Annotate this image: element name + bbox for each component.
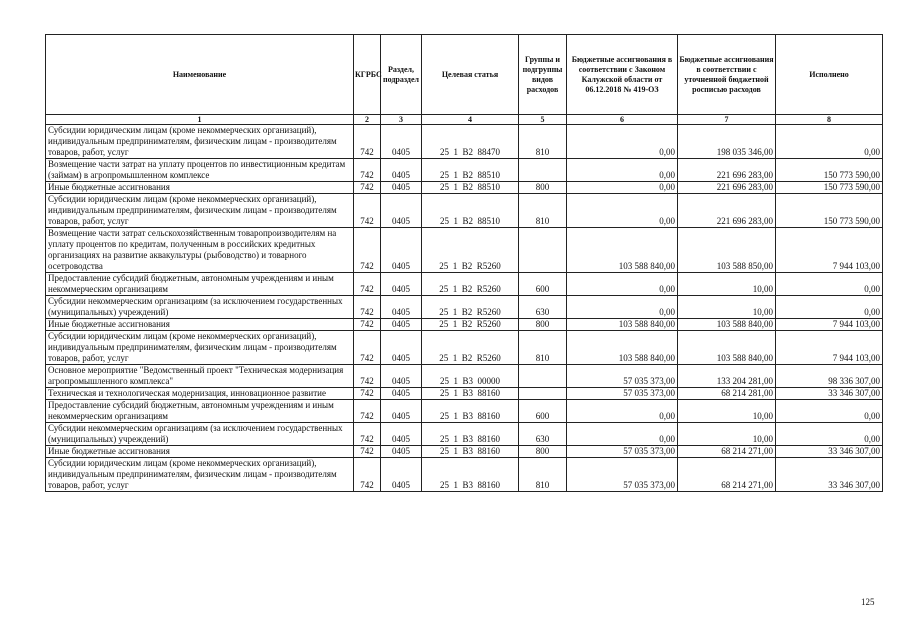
column-number: 7: [678, 115, 776, 125]
row-name-cell: Возмещение части затрат на уплату процентов по инвестиционным кредитам (займам) в агропромышленном комплексе: [46, 159, 354, 182]
row-executed-cell: 98 336 307,00: [776, 365, 883, 388]
header-row: [46, 35, 883, 115]
row-target-cell: 25 1 В3 88160: [422, 423, 519, 446]
row-section-cell: 0405: [381, 400, 422, 423]
row-kgrbs-cell: 742: [354, 273, 381, 296]
row-section-cell: 0405: [381, 319, 422, 331]
row-budget-refined-cell: 221 696 283,00: [678, 159, 776, 182]
row-section-cell: 0405: [381, 159, 422, 182]
table-row: [46, 458, 883, 492]
header-budget-law: Бюджетные ассигнования в соответствии с Законом Калужской области от 06.12.2018 № 419-ОЗ: [567, 35, 678, 115]
row-name-cell: Техническая и технологическая модернизация, инновационное развитие: [46, 388, 354, 400]
row-budget-law-cell: 0,00: [567, 423, 678, 446]
header-budget-refined: Бюджетные ассигнования в соответствии с уточненной бюджетной росписью расходов: [678, 35, 776, 115]
row-target-cell: 25 1 В2 R5260: [422, 296, 519, 319]
row-group-cell: 800: [519, 319, 567, 331]
row-budget-law-cell: 0,00: [567, 296, 678, 319]
row-group-cell: 600: [519, 400, 567, 423]
budget-table: [45, 34, 883, 492]
header-groups: Группы и подгруппы видов расходов: [519, 35, 567, 115]
table-row: [46, 296, 883, 319]
page-number: 125: [861, 597, 875, 607]
row-target-cell: 25 1 В2 88510: [422, 182, 519, 194]
table-row: [46, 388, 883, 400]
row-section-cell: 0405: [381, 365, 422, 388]
row-name-cell: Иные бюджетные ассигнования: [46, 319, 354, 331]
row-executed-cell: 150 773 590,00: [776, 194, 883, 228]
row-kgrbs-cell: 742: [354, 194, 381, 228]
column-number: 4: [422, 115, 519, 125]
column-number-row: [46, 115, 883, 125]
row-target-cell: 25 1 В3 88160: [422, 446, 519, 458]
row-budget-refined-cell: 10,00: [678, 400, 776, 423]
row-target-cell: 25 1 В3 00000: [422, 365, 519, 388]
row-budget-refined-cell: 68 214 271,00: [678, 458, 776, 492]
table-row: [46, 331, 883, 365]
row-group-cell: [519, 159, 567, 182]
row-target-cell: 25 1 В3 88160: [422, 458, 519, 492]
row-group-cell: 600: [519, 273, 567, 296]
row-name-cell: Субсидии юридическим лицам (кроме некоммерческих организаций), индивидуальным предпринимателям, физическим лицам - производителям товаров, работ, услуг: [46, 458, 354, 492]
row-name-cell: Основное мероприятие "Ведомственный проект "Техническая модернизация агропромышленного комплекса": [46, 365, 354, 388]
header-kgrbs: КГРБС: [354, 35, 381, 115]
header-section: Раздел, подраздел: [381, 35, 422, 115]
row-kgrbs-cell: 742: [354, 125, 381, 159]
row-section-cell: 0405: [381, 388, 422, 400]
row-executed-cell: 0,00: [776, 400, 883, 423]
row-section-cell: 0405: [381, 331, 422, 365]
row-kgrbs-cell: 742: [354, 159, 381, 182]
row-executed-cell: 33 346 307,00: [776, 446, 883, 458]
table-row: [46, 228, 883, 273]
row-target-cell: 25 1 В2 R5260: [422, 273, 519, 296]
row-group-cell: 630: [519, 296, 567, 319]
row-name-cell: Предоставление субсидий бюджетным, автономным учреждениям и иным некоммерческим организациям: [46, 273, 354, 296]
row-budget-law-cell: 57 035 373,00: [567, 365, 678, 388]
row-section-cell: 0405: [381, 194, 422, 228]
header-name: Наименование: [46, 35, 354, 115]
row-group-cell: 810: [519, 194, 567, 228]
row-section-cell: 0405: [381, 423, 422, 446]
row-target-cell: 25 1 В2 R5260: [422, 319, 519, 331]
row-group-cell: 800: [519, 182, 567, 194]
row-executed-cell: 33 346 307,00: [776, 388, 883, 400]
row-group-cell: 810: [519, 458, 567, 492]
row-kgrbs-cell: 742: [354, 400, 381, 423]
row-name-cell: Субсидии юридическим лицам (кроме некоммерческих организаций), индивидуальным предпринимателям, физическим лицам - производителям товаров, работ, услуг: [46, 125, 354, 159]
column-number: 3: [381, 115, 422, 125]
row-kgrbs-cell: 742: [354, 296, 381, 319]
row-kgrbs-cell: 742: [354, 331, 381, 365]
row-kgrbs-cell: 742: [354, 388, 381, 400]
table-row: [46, 273, 883, 296]
row-executed-cell: 150 773 590,00: [776, 159, 883, 182]
row-target-cell: 25 1 В2 88470: [422, 125, 519, 159]
row-section-cell: 0405: [381, 446, 422, 458]
row-name-cell: Возмещение части затрат сельскохозяйственным товаропроизводителям на уплату процентов по кредитам, полученным в российских кредитных организациях на развитие аквакультуры (рыбоводство) и товарного осетроводства: [46, 228, 354, 273]
row-target-cell: 25 1 В3 88160: [422, 388, 519, 400]
row-budget-law-cell: 103 588 840,00: [567, 228, 678, 273]
table-row: [46, 194, 883, 228]
row-name-cell: Субсидии юридическим лицам (кроме некоммерческих организаций), индивидуальным предпринимателям, физическим лицам - производителям товаров, работ, услуг: [46, 194, 354, 228]
row-budget-law-cell: 0,00: [567, 159, 678, 182]
table-row: [46, 182, 883, 194]
row-kgrbs-cell: 742: [354, 365, 381, 388]
row-budget-refined-cell: 10,00: [678, 423, 776, 446]
row-executed-cell: 0,00: [776, 125, 883, 159]
row-target-cell: 25 1 В2 R5260: [422, 331, 519, 365]
row-executed-cell: 0,00: [776, 296, 883, 319]
row-name-cell: Субсидии некоммерческим организациям (за исключением государственных (муниципальных) учреждений): [46, 423, 354, 446]
row-budget-law-cell: 0,00: [567, 125, 678, 159]
row-budget-refined-cell: 221 696 283,00: [678, 194, 776, 228]
row-executed-cell: 150 773 590,00: [776, 182, 883, 194]
row-group-cell: 630: [519, 423, 567, 446]
row-group-cell: [519, 388, 567, 400]
row-target-cell: 25 1 В2 R5260: [422, 228, 519, 273]
row-budget-refined-cell: 103 588 840,00: [678, 319, 776, 331]
row-budget-law-cell: 57 035 373,00: [567, 458, 678, 492]
column-number: 2: [354, 115, 381, 125]
row-section-cell: 0405: [381, 296, 422, 319]
row-budget-refined-cell: 221 696 283,00: [678, 182, 776, 194]
column-number: 6: [567, 115, 678, 125]
row-name-cell: Иные бюджетные ассигнования: [46, 182, 354, 194]
row-group-cell: [519, 365, 567, 388]
row-budget-refined-cell: 103 588 850,00: [678, 228, 776, 273]
row-kgrbs-cell: 742: [354, 423, 381, 446]
row-name-cell: Иные бюджетные ассигнования: [46, 446, 354, 458]
row-executed-cell: 7 944 103,00: [776, 331, 883, 365]
table-row: [46, 446, 883, 458]
row-budget-refined-cell: 10,00: [678, 273, 776, 296]
row-budget-law-cell: 57 035 373,00: [567, 446, 678, 458]
row-section-cell: 0405: [381, 182, 422, 194]
row-executed-cell: 7 944 103,00: [776, 228, 883, 273]
row-executed-cell: 33 346 307,00: [776, 458, 883, 492]
row-group-cell: 810: [519, 125, 567, 159]
row-target-cell: 25 1 В2 88510: [422, 159, 519, 182]
row-budget-refined-cell: 68 214 281,00: [678, 388, 776, 400]
row-section-cell: 0405: [381, 273, 422, 296]
row-name-cell: Предоставление субсидий бюджетным, автономным учреждениям и иным некоммерческим организациям: [46, 400, 354, 423]
row-section-cell: 0405: [381, 228, 422, 273]
budget-table-sheet: [45, 34, 882, 492]
table-row: [46, 400, 883, 423]
row-target-cell: 25 1 В3 88160: [422, 400, 519, 423]
row-budget-law-cell: 103 588 840,00: [567, 331, 678, 365]
row-name-cell: Субсидии некоммерческим организациям (за исключением государственных (муниципальных) учреждений): [46, 296, 354, 319]
row-budget-law-cell: 0,00: [567, 273, 678, 296]
row-budget-refined-cell: 68 214 271,00: [678, 446, 776, 458]
row-budget-refined-cell: 133 204 281,00: [678, 365, 776, 388]
row-group-cell: [519, 228, 567, 273]
row-kgrbs-cell: 742: [354, 228, 381, 273]
header-target: Целевая статья: [422, 35, 519, 115]
row-name-cell: Субсидии юридическим лицам (кроме некоммерческих организаций), индивидуальным предпринимателям, физическим лицам - производителям товаров, работ, услуг: [46, 331, 354, 365]
column-number: 8: [776, 115, 883, 125]
row-executed-cell: 7 944 103,00: [776, 319, 883, 331]
table-row: [46, 365, 883, 388]
row-group-cell: 810: [519, 331, 567, 365]
table-row: [46, 159, 883, 182]
table-row: [46, 319, 883, 331]
row-executed-cell: 0,00: [776, 273, 883, 296]
row-group-cell: 800: [519, 446, 567, 458]
row-budget-refined-cell: 198 035 346,00: [678, 125, 776, 159]
row-kgrbs-cell: 742: [354, 458, 381, 492]
row-budget-law-cell: 57 035 373,00: [567, 388, 678, 400]
row-executed-cell: 0,00: [776, 423, 883, 446]
row-target-cell: 25 1 В2 88510: [422, 194, 519, 228]
row-kgrbs-cell: 742: [354, 182, 381, 194]
table-row: [46, 125, 883, 159]
row-budget-law-cell: 0,00: [567, 182, 678, 194]
row-kgrbs-cell: 742: [354, 446, 381, 458]
table-row: [46, 423, 883, 446]
row-budget-refined-cell: 10,00: [678, 296, 776, 319]
row-budget-refined-cell: 103 588 840,00: [678, 331, 776, 365]
column-number: 5: [519, 115, 567, 125]
row-kgrbs-cell: 742: [354, 319, 381, 331]
row-section-cell: 0405: [381, 125, 422, 159]
row-section-cell: 0405: [381, 458, 422, 492]
row-budget-law-cell: 0,00: [567, 194, 678, 228]
row-budget-law-cell: 0,00: [567, 400, 678, 423]
row-budget-law-cell: 103 588 840,00: [567, 319, 678, 331]
column-number: 1: [46, 115, 354, 125]
header-executed: Исполнено: [776, 35, 883, 115]
